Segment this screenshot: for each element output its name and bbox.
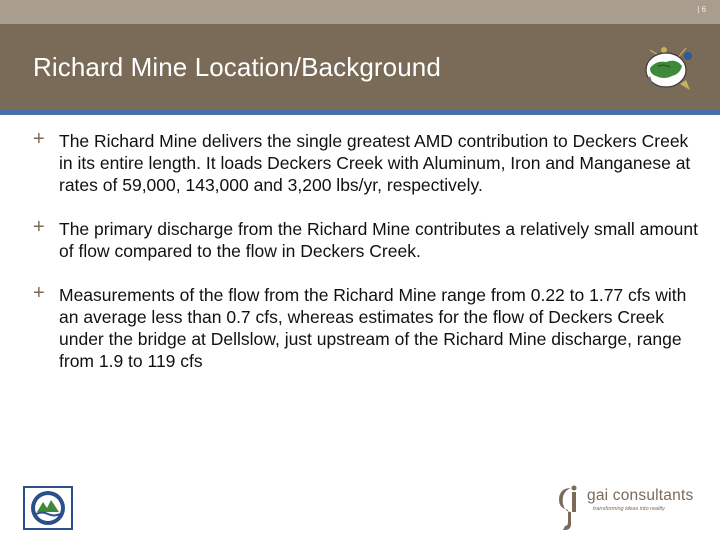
bullet-item xyxy=(33,284,705,372)
bullet-list xyxy=(33,130,705,394)
bullet-text: The Richard Mine delivers the single greatest AMD contribution to Deckers Creek in its entire length. It loads Deckers Creek with Aluminum, Iron and Manganese at rates of 59,000, 143,000 and 3,200 lbs/yr, respectively. xyxy=(59,131,691,195)
plus-bullet-icon: + xyxy=(33,216,45,238)
watershed-seal-icon xyxy=(23,486,73,530)
globe-emblem-icon xyxy=(636,40,700,98)
plus-bullet-icon: + xyxy=(33,128,45,150)
header-divider xyxy=(0,110,720,115)
company-logo xyxy=(555,484,710,532)
plus-bullet-icon: + xyxy=(33,282,45,304)
company-tagline: transforming ideas into reality xyxy=(593,506,665,512)
top-strip xyxy=(0,0,720,24)
page-number: | 6 xyxy=(697,5,706,14)
bullet-item xyxy=(33,130,705,196)
bullet-text: Measurements of the flow from the Richard Mine range from 0.22 to 1.77 cfs with an average less than 0.7 cfs, whereas estimates for the flow of Deckers Creek under the bridge at Dellslow, just upstream of the Richard Mine discharge, range from 1.9 to 119 cfs xyxy=(59,285,687,371)
company-name: gai consultants xyxy=(587,487,694,504)
bullet-text: The primary discharge from the Richard Mine contributes a relatively small amount of flow compared to the flow in Deckers Creek. xyxy=(59,219,699,261)
gai-logo-icon xyxy=(555,484,585,532)
slide-title: Richard Mine Location/Background xyxy=(33,52,441,82)
bullet-item xyxy=(33,218,705,262)
